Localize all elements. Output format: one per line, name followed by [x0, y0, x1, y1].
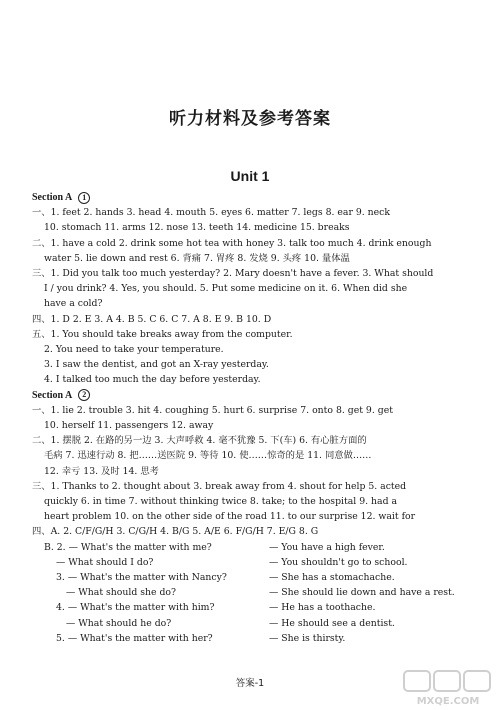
- answer-line: 4. I talked too much the day before yesterday.: [44, 374, 261, 386]
- section-heading-a2: [32, 388, 472, 403]
- page-footer: 答案-1: [235, 678, 265, 689]
- answer-line: 毛病 7. 迅速行动 8. 把……送医院 9. 等待 10. 使……惊奇的是 11. 同意做……: [44, 450, 372, 462]
- dialogue-question: — What should she do?: [66, 587, 177, 599]
- section-heading-a1: [32, 190, 472, 205]
- answer-line: 三、1. Thanks to 2. thought about 3. break away from 4. shout for help 5. acted: [32, 480, 407, 492]
- watermark-text: MXQE.COM: [416, 696, 480, 707]
- answer-line: water 5. lie down and rest 6. 背痛 7. 胃疼 8. 发烧 9. 头疼 10. 量体温: [44, 252, 350, 264]
- section-label: Section A: [32, 389, 73, 401]
- answer-line: 四、1. D 2. E 3. A 4. B 5. C 6. C 7. A 8. E 9. B 10. D: [32, 313, 272, 325]
- page-title: 听力材料及参考答案: [169, 109, 331, 129]
- dialogue-answer: — He has a toothache.: [269, 602, 376, 614]
- answer-line: 三、1. Did you talk too much yesterday? 2. Mary doesn't have a fever. 3. What should: [32, 268, 434, 280]
- unit-heading: Unit 1: [230, 168, 270, 184]
- dialogue-row: [32, 631, 472, 646]
- dialogue-row: [32, 555, 472, 570]
- dialogue-question: 4. — What's the matter with him?: [56, 602, 215, 614]
- answer-line: 五、1. You should take breaks away from the computer.: [32, 328, 293, 340]
- dialogue-answer: — He should see a dentist.: [269, 617, 395, 629]
- section-label: Section A: [32, 192, 73, 203]
- answer-line: have a cold?: [44, 298, 103, 310]
- dialogue-question: — What should I do?: [56, 556, 154, 568]
- dialogue-row: [32, 616, 472, 631]
- dialogue-answer: — You shouldn't go to school.: [269, 556, 408, 568]
- dialogue-row: [32, 570, 472, 585]
- answer-line: I / you drink? 4. Yes, you should. 5. Put some medicine on it. 6. When did she: [44, 283, 408, 295]
- dialogue-row: [32, 540, 472, 555]
- answer-line: 一、1. feet 2. hands 3. head 4. mouth 5. eyes 6. matter 7. legs 8. ear 9. neck: [32, 207, 391, 219]
- dialogue-answer: — You have a high fever.: [269, 541, 385, 553]
- dialogue-question: B. 2. — What's the matter with me?: [44, 541, 212, 553]
- answer-line: 12. 幸亏 13. 及时 14. 思考: [44, 465, 159, 477]
- answer-line: 四、A. 2. C/F/G/H 3. C/G/H 4. B/G 5. A/E 6. F/G/H 7. E/G 8. G: [32, 526, 319, 538]
- dialogue-row: [32, 600, 472, 615]
- watermark-logo: [400, 668, 496, 708]
- answer-line: 一、1. lie 2. trouble 3. hit 4. coughing 5. hurt 6. surprise 7. onto 8. get 9. get: [32, 404, 393, 416]
- dialogue-question: 3. — What's the matter with Nancy?: [56, 572, 227, 584]
- answer-line: 3. I saw the dentist, and got an X-ray yesterday.: [44, 359, 269, 371]
- answer-line: 二、1. have a cold 2. drink some hot tea with honey 3. talk too much 4. drink enough: [32, 237, 432, 249]
- dialogue-answer: — She should lie down and have a rest.: [269, 587, 455, 599]
- dialogue-answer: — She has a stomachache.: [269, 572, 395, 584]
- dialogue-row: [32, 585, 472, 600]
- answer-line: quickly 6. in time 7. without thinking twice 8. take; to the hospital 9. had a: [44, 496, 398, 508]
- dialogue-answer: — She is thirsty.: [269, 632, 346, 644]
- answer-line: 10. stomach 11. arms 12. nose 13. teeth 14. medicine 15. breaks: [44, 222, 350, 234]
- section-number-circle: 1: [78, 192, 90, 204]
- answer-line: heart problem 10. on the other side of the road 11. to our surprise 12. wait for: [44, 511, 416, 523]
- answer-line: 二、1. 摆脱 2. 在路的另一边 3. 大声呼救 4. 毫不犹豫 5. 下(车) 6. 有心脏方面的: [32, 435, 367, 447]
- dialogue-question: 5. — What's the matter with her?: [56, 632, 213, 644]
- answer-line: 10. herself 11. passengers 12. away: [44, 420, 214, 432]
- section-number-circle: 2: [78, 389, 90, 401]
- answer-content: [32, 190, 472, 646]
- dialogue-question: — What should he do?: [66, 617, 172, 629]
- answer-line: 2. You need to take your temperature.: [44, 344, 224, 356]
